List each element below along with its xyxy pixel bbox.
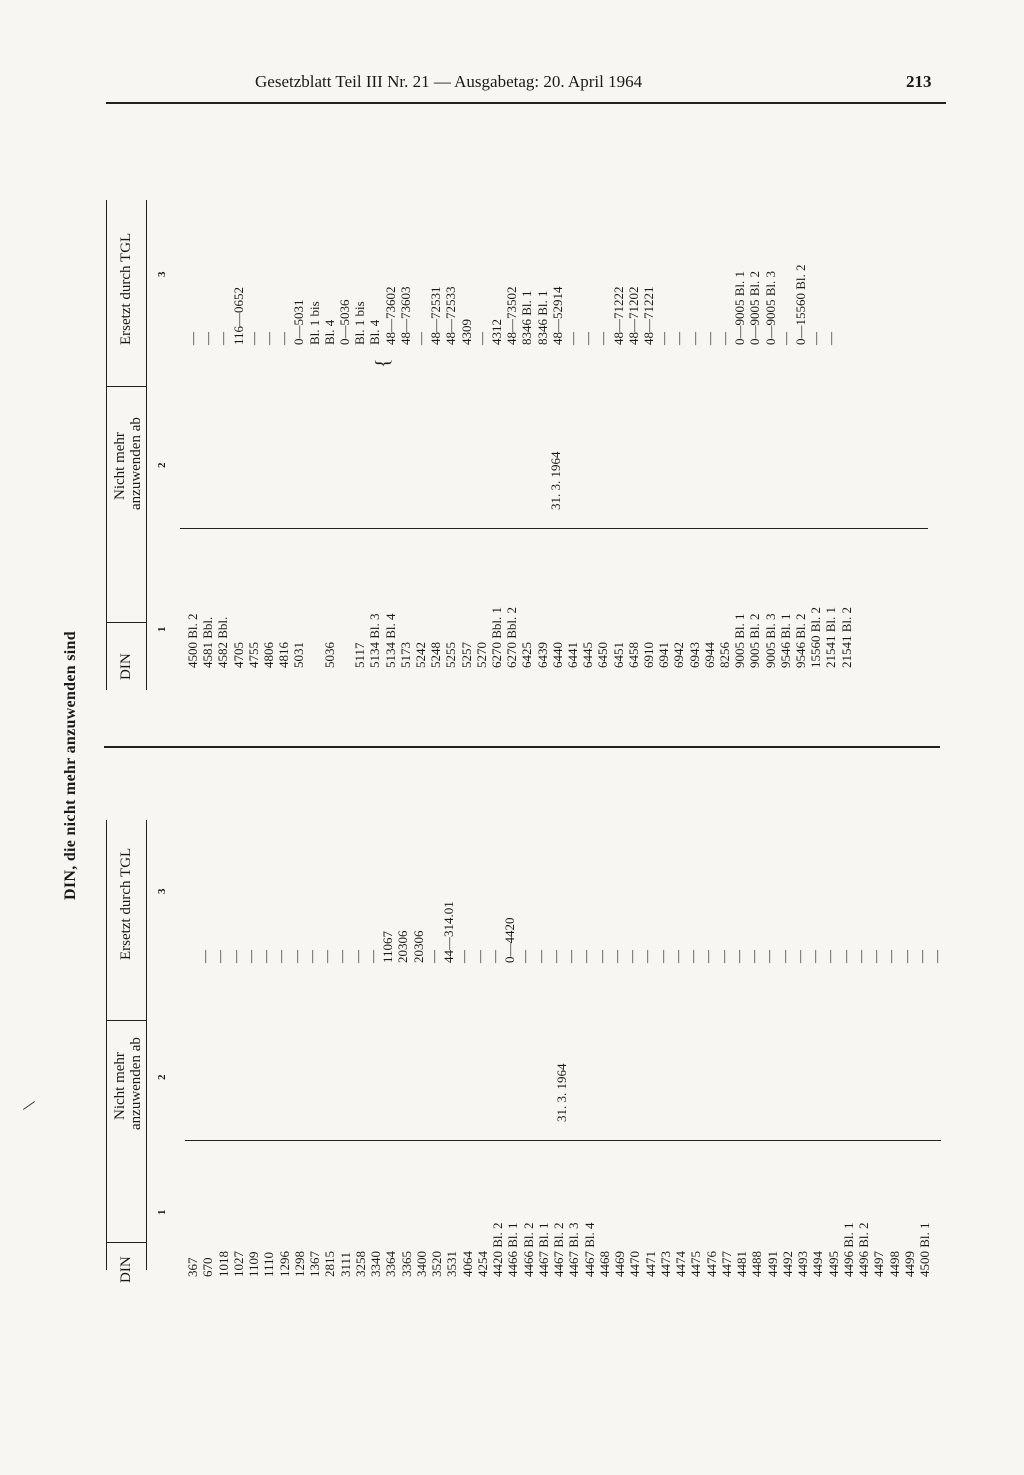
din-cell: 4494	[810, 1251, 826, 1277]
ersetzt-cell: —	[288, 950, 304, 963]
din-cell: 6910	[641, 642, 656, 668]
table-separator	[104, 746, 940, 748]
ersetzt-cell: 0—9005 Bl. 3	[762, 270, 778, 345]
col-num-3-r: 3	[156, 271, 168, 277]
ersetzt-cell: —	[303, 950, 319, 963]
din-cell: 1027	[230, 1251, 246, 1277]
din-cell: 4476	[703, 1251, 719, 1277]
ersetzt-cell: —	[837, 950, 853, 963]
ersetzt-cell: —	[777, 332, 793, 345]
ersetzt-cell: 4312	[489, 319, 504, 345]
ersetzt-cell: —	[883, 950, 899, 963]
din-cell: 4467 Bl. 1	[535, 1222, 551, 1277]
col-nicht-mehr-2: anzuwenden ab	[128, 1037, 144, 1130]
din-cell: 5173	[397, 642, 413, 668]
din-cell: 3400	[413, 1251, 429, 1277]
din-cell: 6439	[534, 642, 550, 668]
ersetzt-cell: —	[595, 332, 611, 345]
din-cell: 4498	[886, 1251, 902, 1277]
margin-mark	[23, 1101, 35, 1110]
din-cell: 6450	[595, 642, 611, 668]
din-cell: 4473	[657, 1251, 673, 1277]
col-din: DIN	[118, 1256, 134, 1283]
col-num-2-r: 2	[156, 462, 168, 468]
din-cell: 4481	[734, 1251, 749, 1277]
table-right-outer-line	[106, 200, 107, 690]
din-cell: 4499	[901, 1251, 917, 1277]
din-cell: 3258	[352, 1251, 368, 1277]
ersetzt-cell: 0—5036	[337, 299, 352, 345]
ersetzt-cell: —	[898, 950, 914, 963]
ersetzt-cell: —	[364, 950, 380, 963]
din-cell: 5242	[413, 642, 428, 668]
din-cell: 4582 Bbl.	[215, 616, 231, 668]
date-left: 31. 3. 1964	[554, 1063, 569, 1122]
din-cell: 4492	[779, 1251, 795, 1277]
ersetzt-cell: Bl. 4	[321, 319, 337, 345]
din-cell: 3520	[429, 1251, 444, 1277]
ersetzt-cell: —	[624, 950, 639, 963]
ersetzt-cell: —	[868, 950, 883, 963]
din-cell: 4467 Bl. 4	[581, 1222, 597, 1277]
din-cell: 5248	[428, 642, 444, 668]
din-cell: 4816	[276, 642, 292, 668]
din-cell: 9546 Bl. 1	[777, 613, 793, 668]
ersetzt-cell: Bl. 1 bis	[352, 301, 368, 345]
ersetzt-cell: —	[413, 332, 428, 345]
ersetzt-cell: 48—72531	[428, 286, 444, 345]
din-cell: 9546 Bl. 2	[793, 613, 808, 668]
din-cell: 5255	[443, 642, 459, 668]
ersetzt-cell: —	[686, 332, 702, 345]
col-nicht-mehr-r: Nicht mehr	[112, 432, 128, 500]
din-cell: 4469	[612, 1251, 627, 1277]
ersetzt-cell: 8346 Bl. 1	[519, 290, 535, 345]
din-cell: 367	[185, 1257, 200, 1277]
din-cell: 4420 Bl. 2	[490, 1222, 505, 1277]
din-cell: 4467 Bl. 3	[566, 1222, 582, 1277]
din-cell: 4064	[459, 1251, 475, 1277]
ersetzt-cell: 8346 Bl. 1	[534, 290, 550, 345]
ersetzt-cell: —	[349, 950, 365, 963]
din-cell: 3365	[398, 1251, 414, 1277]
ersetzt-cell: —	[471, 950, 487, 963]
ersetzt-cell: —	[822, 950, 838, 963]
ersetzt-cell: —	[227, 950, 243, 963]
din-cell: 4467 Bl. 2	[551, 1222, 566, 1277]
din-cell: 4470	[627, 1251, 643, 1277]
ersetzt-cell: —	[580, 332, 596, 345]
table-right-col-divider	[106, 622, 146, 623]
table-left-col-divider	[106, 1242, 146, 1243]
din-cell: 5036	[321, 642, 337, 668]
ersetzt-cell: —	[671, 332, 687, 345]
date-right: 31. 3. 1964	[548, 451, 563, 510]
ersetzt-cell: —	[700, 950, 716, 963]
ersetzt-cell: —	[197, 950, 212, 963]
din-cell: 21541 Bl. 1	[823, 606, 839, 668]
din-cell: 6458	[625, 642, 641, 668]
ersetzt-cell: —	[242, 950, 258, 963]
table-left-outer-line	[106, 820, 107, 1270]
ersetzt-cell: —	[565, 332, 580, 345]
din-cell: 5270	[473, 642, 489, 668]
ersetzt-cell: —	[746, 950, 761, 963]
brace-left	[185, 1140, 941, 1141]
ersetzt-cell: —	[258, 950, 273, 963]
ersetzt-cell: —	[929, 950, 944, 963]
ersetzt-cell: —	[807, 950, 822, 963]
ersetzt-cell: —	[276, 332, 292, 345]
din-cell: 1296	[276, 1251, 292, 1277]
ersetzt-cell: 0—9005 Bl. 1	[732, 270, 748, 345]
ersetzt-cell: Bl. 1 bis	[306, 301, 322, 345]
ersetzt-cell: —	[456, 950, 472, 963]
table-right-header-line	[146, 200, 147, 690]
col-nicht-mehr-2-r: anzuwenden ab	[128, 417, 144, 510]
din-cell: 1298	[291, 1251, 307, 1277]
ersetzt-cell: —	[212, 950, 228, 963]
table-left-header-line	[146, 820, 147, 1270]
ersetzt-cell: 0—5031	[291, 299, 307, 345]
brace-right	[180, 528, 928, 529]
din-cell: 4477	[718, 1251, 734, 1277]
ersetzt-cell: —	[685, 950, 700, 963]
din-cell: 3340	[368, 1251, 383, 1277]
ersetzt-cell: —	[913, 950, 929, 963]
din-cell: 6941	[656, 642, 672, 668]
ersetzt-cell: —	[245, 332, 261, 345]
ersetzt-cell: 11067	[380, 930, 395, 963]
ersetzt-cell: —	[852, 950, 868, 963]
din-cell: 4496 Bl. 2	[856, 1222, 871, 1277]
ersetzt-cell: 0—15560 Bl. 2	[793, 264, 808, 345]
din-cell: 6451	[610, 642, 626, 668]
ersetzt-cell: 48—71222	[610, 286, 626, 345]
ersetzt-cell: —	[200, 332, 216, 345]
din-cell: 4497	[871, 1251, 887, 1277]
din-cell: 4495	[825, 1251, 841, 1277]
din-cell: 4491	[764, 1251, 780, 1277]
ersetzt-cell: 48—52914	[549, 286, 565, 345]
col-nicht-mehr: Nicht mehr	[112, 1052, 128, 1120]
ersetzt-cell: —	[473, 332, 489, 345]
din-cell: 1018	[215, 1251, 231, 1277]
ersetzt-cell: —	[563, 950, 578, 963]
din-cell: 4471	[642, 1251, 658, 1277]
header-rule	[106, 102, 946, 104]
ersetzt-cell: —	[578, 950, 594, 963]
ersetzt-cell: —	[669, 950, 685, 963]
ersetzt-cell: 48—71202	[625, 286, 641, 345]
ersetzt-cell: —	[823, 332, 839, 345]
din-cell: 3364	[383, 1251, 399, 1277]
ersetzt-cell: 20306	[395, 930, 411, 963]
din-cell: 4474	[673, 1251, 688, 1277]
din-cell: 21541 Bl. 2	[838, 606, 854, 668]
din-cell: 4496 Bl. 1	[840, 1222, 856, 1277]
din-cell: 4500 Bl. 2	[185, 613, 200, 668]
ersetzt-cell: —	[654, 950, 670, 963]
ersetzt-cell: —	[761, 950, 777, 963]
ersetzt-cell: —	[547, 950, 563, 963]
ersetzt-cell: 48—73602	[382, 286, 398, 345]
ersetzt-cell: —	[486, 950, 502, 963]
din-cell: 4468	[596, 1251, 612, 1277]
ersetzt-cell: —	[593, 950, 609, 963]
din-cell: 4254	[474, 1251, 490, 1277]
din-cell: 5031	[291, 642, 307, 668]
din-cell: 3111	[337, 1251, 353, 1277]
curly-brace: {	[372, 358, 394, 368]
col-ersetzt: Ersetzt durch TGL	[118, 847, 134, 960]
din-cell: 5134 Bl. 3	[367, 613, 383, 668]
din-cell: 4475	[688, 1251, 704, 1277]
din-cell: 4466 Bl. 1	[505, 1222, 521, 1277]
din-cell: 1109	[246, 1251, 261, 1277]
din-cell: 4493	[795, 1251, 810, 1277]
col-num-1: 1	[156, 1209, 168, 1215]
ersetzt-cell: —	[730, 950, 746, 963]
ersetzt-cell: —	[425, 950, 441, 963]
din-cell: 6270 Bbl. 1	[489, 606, 504, 668]
din-cell: 6441	[565, 642, 580, 668]
ersetzt-cell: —	[791, 950, 807, 963]
ersetzt-cell: —	[185, 332, 200, 345]
ersetzt-cell: 48—73502	[504, 286, 520, 345]
ersetzt-cell: —	[608, 950, 624, 963]
ersetzt-cell: —	[715, 950, 731, 963]
din-cell: 9005 Bl. 3	[762, 613, 778, 668]
din-cell: 6425	[519, 642, 535, 668]
din-cell: 6942	[671, 642, 687, 668]
ersetzt-cell: —	[701, 332, 717, 345]
din-cell: 4488	[749, 1251, 765, 1277]
din-cell: 4500 Bl. 1	[917, 1222, 932, 1277]
ersetzt-cell: 20306	[410, 930, 426, 963]
ersetzt-cell: —	[517, 950, 533, 963]
ersetzt-cell: —	[808, 332, 824, 345]
ersetzt-cell: 48—72533	[443, 286, 459, 345]
ersetzt-cell: —	[261, 332, 276, 345]
din-cell: 15560 Bl. 2	[808, 606, 824, 668]
col-num-1-r: 1	[156, 626, 168, 632]
page-number: 213	[906, 72, 932, 91]
col-ersetzt-r: Ersetzt durch TGL	[118, 232, 134, 345]
din-cell: 1110	[261, 1251, 277, 1277]
din-cell: 3531	[444, 1251, 460, 1277]
din-cell: 670	[200, 1257, 216, 1277]
ersetzt-cell: —	[532, 950, 548, 963]
din-cell: 6270 Bbl. 2	[504, 606, 520, 668]
din-cell: 8256	[717, 642, 732, 668]
col-num-3: 3	[156, 888, 168, 894]
ersetzt-cell: —	[717, 332, 732, 345]
ersetzt-cell: 0—9005 Bl. 2	[747, 270, 763, 345]
din-cell: 4581 Bbl.	[200, 616, 216, 668]
din-cell: 1367	[307, 1251, 322, 1277]
ersetzt-cell: 0—4420	[502, 917, 517, 963]
din-cell: 5117	[352, 642, 368, 668]
ersetzt-cell: —	[334, 950, 350, 963]
din-cell: 6943	[686, 642, 702, 668]
din-cell: 5134 Bl. 4	[382, 613, 398, 668]
ersetzt-cell: 44—314.01	[441, 901, 456, 963]
din-cell: 4466 Bl. 2	[520, 1222, 536, 1277]
ersetzt-cell: —	[319, 950, 334, 963]
ersetzt-cell: —	[639, 950, 655, 963]
din-cell: 4705	[230, 642, 246, 668]
ersetzt-cell: Bl. 4	[367, 319, 383, 345]
col-din-r: DIN	[118, 653, 134, 680]
section-title: DIN, die nicht mehr anzuwenden sind	[62, 631, 79, 900]
table-left-col-divider	[106, 1020, 146, 1021]
din-cell: 6445	[580, 642, 596, 668]
ersetzt-cell: 48—71221	[641, 286, 656, 345]
din-cell: 6944	[701, 642, 717, 668]
din-cell: 9005 Bl. 2	[747, 613, 763, 668]
page-header: Gesetzblatt Teil III Nr. 21 — Ausgabetag: 20. April 1964	[255, 72, 643, 91]
din-cell: 6440	[549, 642, 565, 668]
table-right-col-divider	[106, 386, 146, 387]
col-num-2: 2	[156, 1074, 168, 1080]
ersetzt-cell: —	[215, 332, 231, 345]
din-cell: 9005 Bl. 1	[732, 613, 748, 668]
ersetzt-cell: —	[656, 332, 672, 345]
ersetzt-cell: —	[776, 950, 792, 963]
din-cell: 2815	[322, 1251, 338, 1277]
din-cell: 4806	[261, 642, 276, 668]
ersetzt-cell: 48—73603	[397, 286, 413, 345]
ersetzt-cell: 116—0652	[230, 286, 246, 345]
din-cell: 5257	[458, 642, 474, 668]
ersetzt-cell: 4309	[458, 319, 474, 345]
ersetzt-cell: —	[273, 950, 289, 963]
din-cell: 4755	[245, 642, 261, 668]
